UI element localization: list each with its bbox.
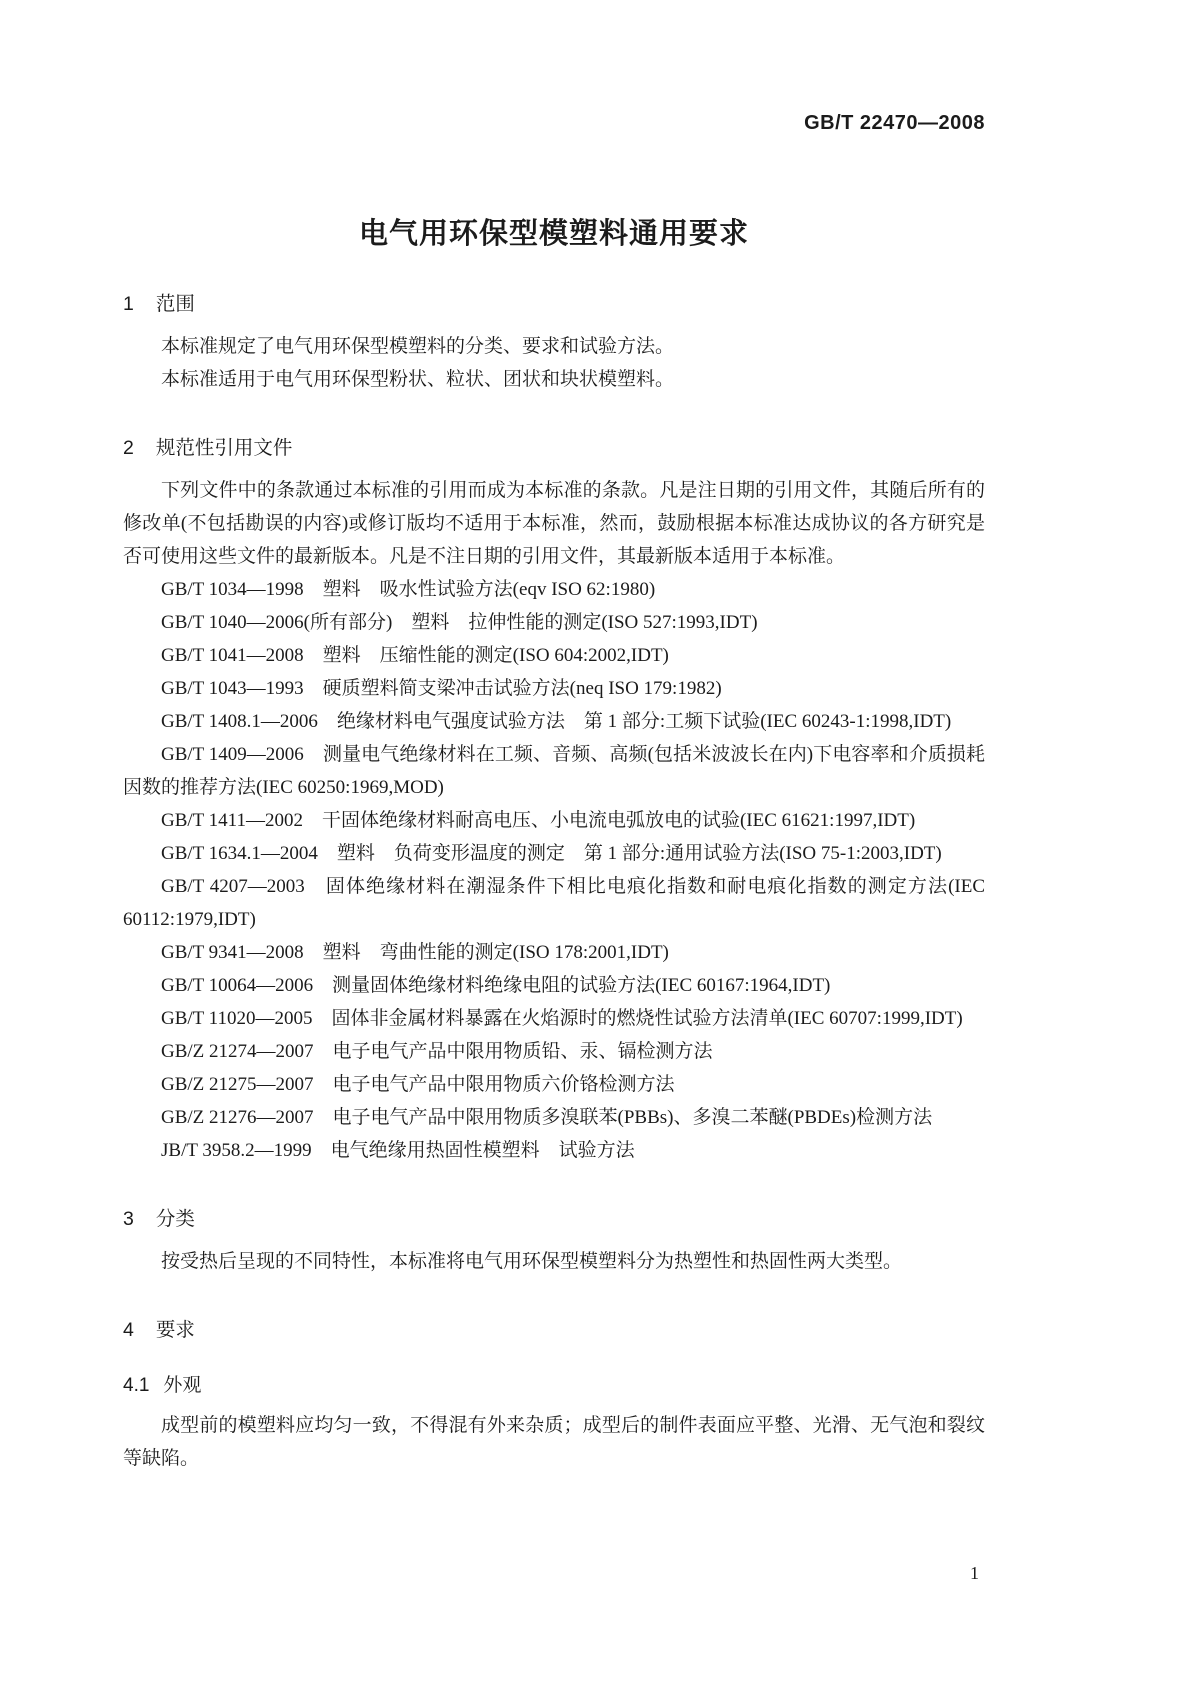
section-4-heading — [123, 1314, 985, 1342]
section-4-1-number: 4.1 — [123, 1375, 150, 1396]
standard-number: GB/T 22470—2008 — [804, 112, 985, 134]
section-scope — [123, 288, 985, 396]
section-3-number: 3 — [123, 1208, 134, 1230]
reference-item: GB/Z 21274—2007 电子电气产品中限用物质铅、汞、镉检测方法 — [161, 1041, 713, 1062]
doc-title: 电气用环保型模塑料通用要求 — [358, 218, 749, 250]
reference-item: GB/T 1040—2006(所有部分) 塑料 拉伸性能的测定(ISO 527:1993,IDT) — [161, 612, 758, 633]
appearance-paragraph: 成型前的模塑料应均匀一致，不得混有外来杂质；成型后的制件表面应平整、光滑、无气泡和裂纹等缺陷。 — [123, 1415, 985, 1469]
section-1-number: 1 — [123, 293, 134, 315]
classification-paragraph: 按受热后呈现的不同特性，本标准将电气用环保型模塑料分为热塑性和热固性两大类型。 — [161, 1251, 903, 1272]
reference-item: GB/T 4207—2003 固体绝缘材料在潮湿条件下相比电痕化指数和耐电痕化指数的测定方法(IEC 60112:1979,IDT) — [123, 876, 985, 930]
reference-item: GB/Z 21275—2007 电子电气产品中限用物质六价铬检测方法 — [161, 1074, 675, 1095]
section-3-heading — [123, 1203, 985, 1231]
reference-item: GB/T 1408.1—2006 绝缘材料电气强度试验方法 第 1 部分:工频下试验(IEC 60243-1:1998,IDT) — [161, 711, 952, 732]
section-2-heading — [123, 432, 985, 460]
reference-item: GB/T 1041—2008 塑料 压缩性能的测定(ISO 604:2002,IDT) — [161, 645, 669, 666]
section-2-label: 规范性引用文件 — [155, 437, 293, 459]
reference-item: GB/T 11020—2005 固体非金属材料暴露在火焰源时的燃烧性试验方法清单(IEC 60707:1999,IDT) — [161, 1008, 963, 1029]
section-4-label: 要求 — [155, 1319, 195, 1341]
section-1-heading — [123, 288, 985, 316]
section-requirements — [123, 1314, 985, 1475]
section-classification — [123, 1203, 985, 1278]
section-1-label: 范围 — [155, 293, 195, 315]
references-intro-paragraph: 下列文件中的条款通过本标准的引用而成为本标准的条款。凡是注日期的引用文件，其随后所有的修改单(不包括勘误的内容)或修订版均不适用于本标准，然而，鼓励根据本标准达成协议的各方研究是否可使用这些文件的最新版本。凡是不注日期的引用文件，其最新版本适用于本标准。 — [123, 480, 985, 567]
section-3-label: 分类 — [155, 1208, 195, 1230]
reference-item: GB/Z 21276—2007 电子电气产品中限用物质多溴联苯(PBBs)、多溴二苯醚(PBDEs)检测方法 — [161, 1107, 933, 1128]
section-4-1-label: 外观 — [163, 1375, 202, 1396]
section-2-number: 2 — [123, 437, 134, 459]
reference-item: GB/T 1634.1—2004 塑料 负荷变形温度的测定 第 1 部分:通用试验方法(ISO 75-1:2003,IDT) — [161, 843, 942, 864]
reference-item: GB/T 10064—2006 测量固体绝缘材料绝缘电阻的试验方法(IEC 60167:1964,IDT) — [161, 975, 831, 996]
reference-item: JB/T 3958.2—1999 电气绝缘用热固性模塑料 试验方法 — [161, 1140, 635, 1161]
section-4-1-heading — [123, 1370, 985, 1397]
page-number: 1 — [970, 1563, 979, 1583]
reference-item: GB/T 1034—1998 塑料 吸水性试验方法(eqv ISO 62:1980) — [161, 579, 656, 600]
scope-paragraph: 本标准适用于电气用环保型粉状、粒状、团状和块状模塑料。 — [161, 369, 675, 390]
reference-item: GB/T 1411—2002 干固体绝缘材料耐高电压、小电流电弧放电的试验(IEC 61621:1997,IDT) — [161, 810, 916, 831]
scope-paragraph: 本标准规定了电气用环保型模塑料的分类、要求和试验方法。 — [161, 336, 675, 357]
section-4-number: 4 — [123, 1319, 134, 1341]
reference-item: GB/T 1043—1993 硬质塑料简支梁冲击试验方法(neq ISO 179:1982) — [161, 678, 722, 699]
reference-item: GB/T 9341—2008 塑料 弯曲性能的测定(ISO 178:2001,IDT) — [161, 942, 669, 963]
section-normative-references — [123, 432, 985, 1167]
doc-header — [123, 112, 985, 135]
reference-item: GB/T 1409—2006 测量电气绝缘材料在工频、音频、高频(包括米波波长在内)下电容率和介质损耗因数的推荐方法(IEC 60250:1969,MOD) — [123, 744, 985, 798]
